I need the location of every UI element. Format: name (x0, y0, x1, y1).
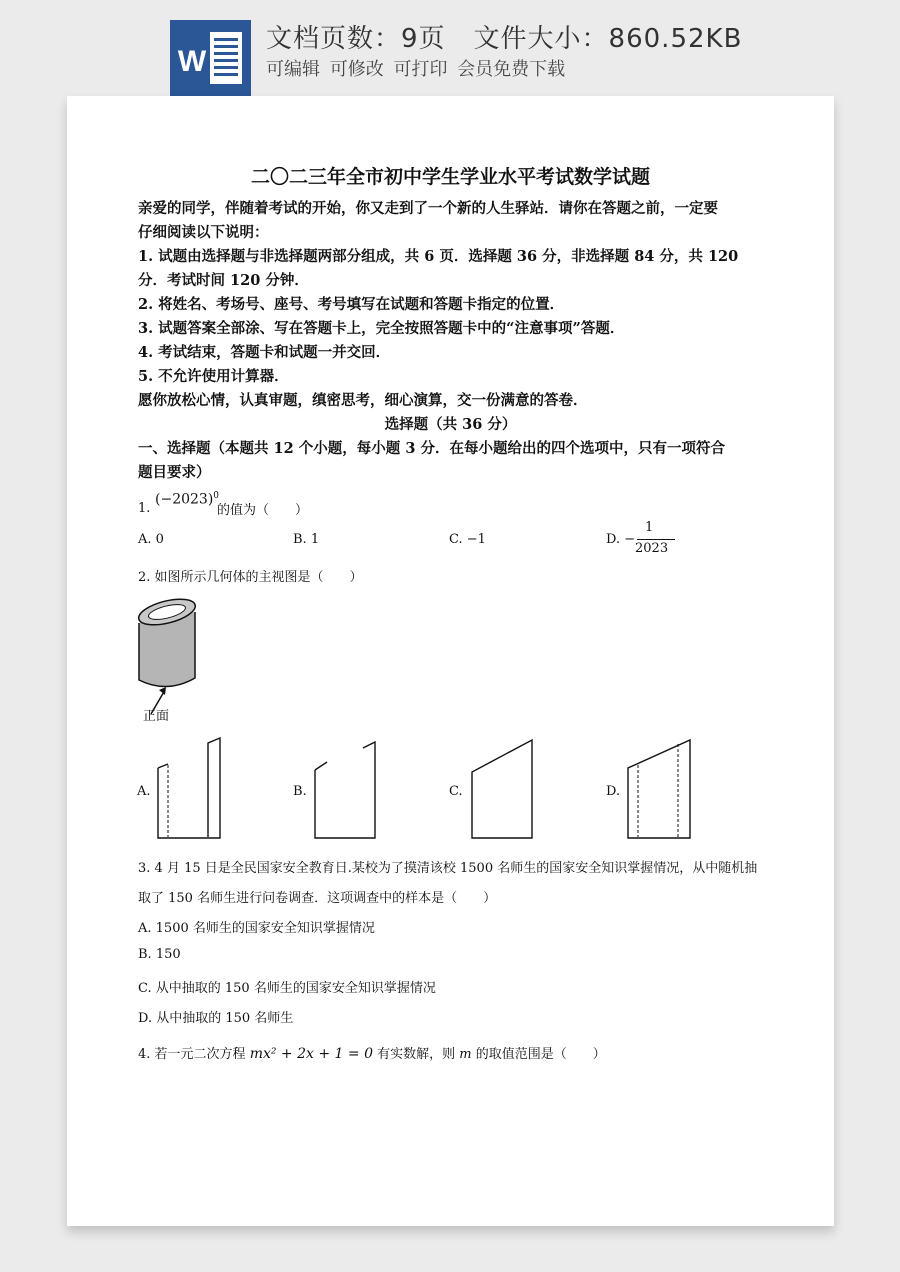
q1-option-a[interactable]: A. 0 (138, 532, 164, 547)
file-size: 文件大小：860.52KB (473, 24, 743, 54)
q2-option-b-figure (313, 740, 377, 840)
download-header (0, 0, 900, 96)
q1-expression: $(-2023)^0$ (155, 491, 220, 508)
q2-option-d-figure (626, 738, 692, 840)
rule-1b: 分．考试时间 120 分钟． (138, 272, 309, 289)
word-document-icon (170, 20, 251, 96)
rule-2: 2. 将姓名、考场号、座号、考号填写在试题和答题卡指定的位置． (138, 296, 565, 313)
q3-line-1: 3. 4 月 15 日是全民国家安全教育日.某校为了摸清该校 1500 名师生的国家安全知识掌握情况，从中随机抽 (138, 861, 758, 876)
part-1-heading-a: 一、选择题（本题共 12 个小题，每小题 3 分．在每小题给出的四个选项中，只有一项符合 (138, 440, 725, 457)
q1-option-d[interactable]: D. − (606, 532, 636, 547)
wish-line: 愿你放松心情，认真审题，缜密思考，细心演算，交一份满意的答卷． (138, 392, 588, 409)
rule-5: 5. 不允许使用计算器． (138, 368, 289, 385)
feature-tags: 可编辑 可修改 可打印 会员免费下载 (266, 59, 566, 80)
cylinder-figure (137, 598, 201, 698)
q4-question: 4. 若一元二次方程 mx² + 2x + 1 = 0 有实数解，则 m 的取值范围是（ ） (138, 1046, 606, 1062)
q2-option-a-figure (156, 738, 222, 840)
q3-option-a[interactable]: A. 1500 名师生的国家安全知识掌握情况 (138, 921, 375, 936)
section-heading: 选择题（共 36 分） (384, 416, 517, 433)
document-page: 二〇二三年全市初中学生学业水平考试数学试题 亲爱的同学，伴随着考试的开始，你又走到了一个新的人生驿站．请你在答题之前，一定要 仔细阅读以下说明： 1. 试题由选择题与非选择题两部分组成，共 6 页．选择题 36 分，非选择题 84 分，共 120 分．考试时间 120 分钟． 2. 将姓名、考场号、座号、考号填写在试题和答题卡指定的位置． 3. 试题答案全部涂、写在答题卡上，完全按照答题卡中的“注意事项”答题． 4. 考试结束，答题卡和试题一并交回． 5. 不允许使用计算器． 愿你放松心情，认真审题，缜密思考，细心演算，交一份满意的答卷． 选择题（共 36 分） 一、选择题（本题共 12 个小题，每小题 3 分．在每小题给出的四个选项中，只有一项符合 题目要求） 1. $(-2023)^0$ 的值为（ ） A. 0 B. 1 C. −1 D. − 1 2023 2. 如图所示几何体的主视图是（ ） 正面 A. B. C. D. 3. 4 月 15 日是全民国家安全教育日.某校为了摸清该校 1500 名师生的国家安全知识掌握情况，从中随机抽 取了 150 名师生进行问卷调查．这项调查中的样本是（ ） A. 1500 名师生的国家安全知识掌握情况 B. 150 C. 从中抽取的 150 名师生的国家安全知识掌握情况 D. 从中抽取的 150 名师生 4. 若一元二次方程 mx² + 2x + 1 = 0 有实数解，则 m 的取值范围是（ ） (67, 96, 834, 1226)
rule-3: 3. 试题答案全部涂、写在答题卡上，完全按照答题卡中的“注意事项”答题． (138, 320, 625, 337)
q2-option-a[interactable]: A. (137, 784, 151, 799)
intro-line-1: 亲爱的同学，伴随着考试的开始，你又走到了一个新的人生驿站．请你在答题之前，一定要 (138, 200, 718, 217)
q2-question: 2. 如图所示几何体的主视图是（ ） (138, 570, 363, 585)
q3-option-c[interactable]: C. 从中抽取的 150 名师生的国家安全知识掌握情况 (138, 981, 436, 996)
q1-tail: 的值为（ ） (217, 503, 309, 518)
q1-option-b[interactable]: B. 1 (293, 532, 320, 547)
q3-option-b[interactable]: B. 150 (138, 947, 181, 962)
q3-line-2: 取了 150 名师生进行问卷调查．这项调查中的样本是（ ） (138, 891, 497, 906)
front-view-label: 正面 (143, 709, 170, 724)
part-1-heading-b: 题目要求） (138, 464, 211, 481)
exam-title: 二〇二三年全市初中学生学业水平考试数学试题 (250, 166, 650, 188)
q1-option-c[interactable]: C. −1 (449, 532, 486, 547)
q2-option-d[interactable]: D. (606, 784, 621, 799)
q4-equation: mx² + 2x + 1 = 0 (249, 1046, 373, 1062)
intro-line-2: 仔细阅读以下说明： (138, 224, 269, 241)
q1-number: 1. (138, 501, 151, 516)
q3-option-d[interactable]: D. 从中抽取的 150 名师生 (138, 1011, 294, 1026)
rule-1a: 1. 试题由选择题与非选择题两部分组成，共 6 页．选择题 36 分，非选择题 84 分，共 120 (138, 248, 739, 265)
q2-option-c-figure (470, 738, 534, 840)
page-count: 文档页数：9页 (266, 24, 446, 54)
q2-option-c[interactable]: C. (449, 784, 463, 799)
file-info (266, 18, 742, 55)
q2-option-b[interactable]: B. (293, 784, 307, 799)
svg-text:W: W (177, 45, 207, 78)
rule-4: 4. 考试结束，答题卡和试题一并交回． (138, 344, 391, 361)
